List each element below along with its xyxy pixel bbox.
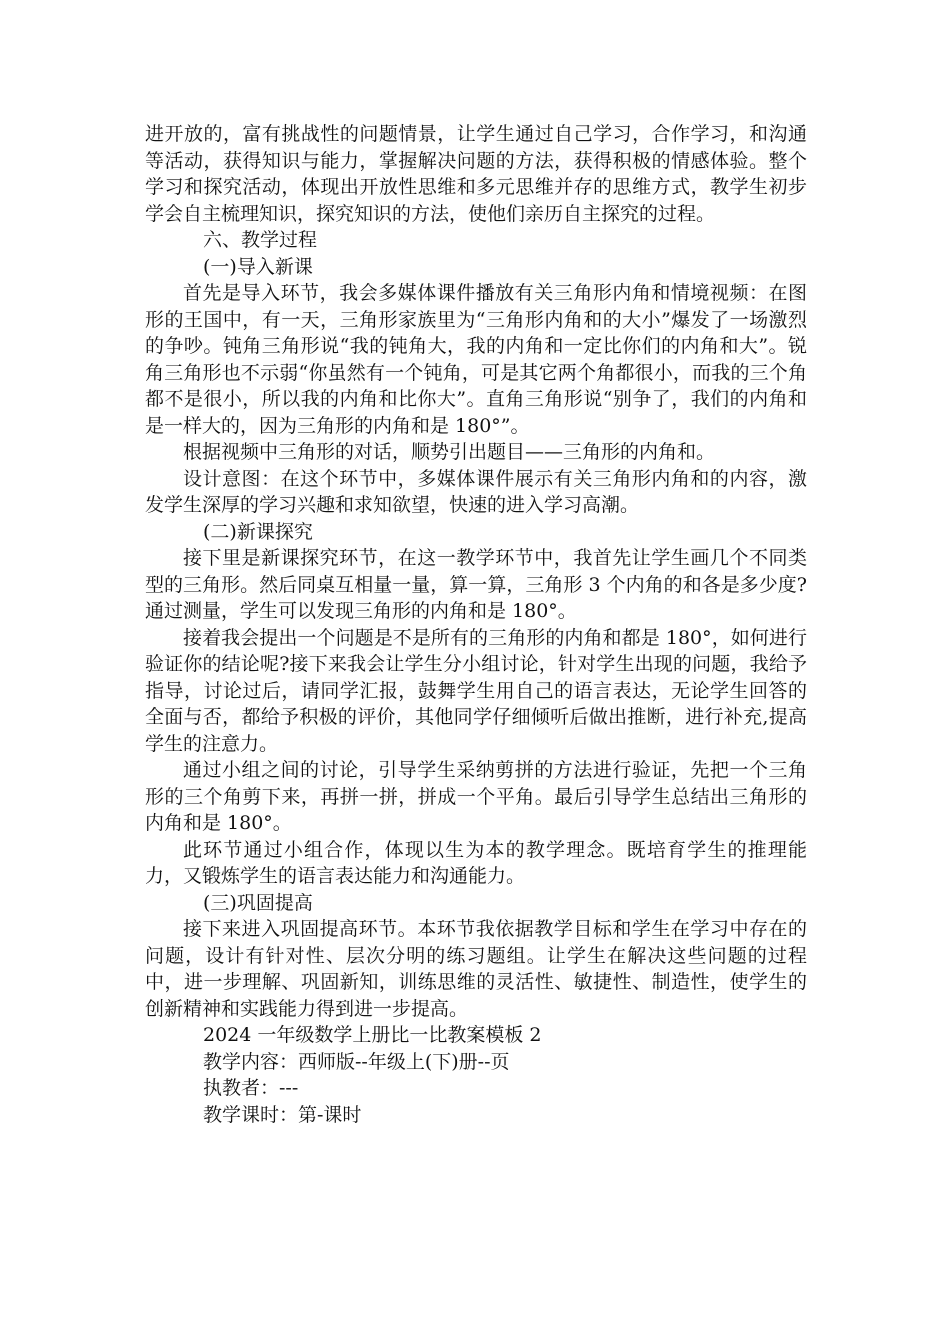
section-heading-teaching-process: 六、教学过程: [203, 229, 318, 251]
paragraph-exploration: 接下里是新课探究环节，在这一教学环节中，我首先让学生画几个不同类型的三角形。然后同桌互相量一量，算一算，三角形 3 个内角的和各是多少度?通过测量，学生可以发现三角形的内角和是 180°。: [145, 547, 807, 622]
lesson-hours-line: 教学课时：第-课时: [203, 1103, 362, 1126]
paragraph-design-intent: 设计意图：在这个环节中，多媒体课件展示有关三角形内角和的内容，激发学生深厚的学习兴趣和求知欲望，快速的进入学习高潮。: [145, 467, 807, 516]
teaching-content-line: 教学内容：西师版--年级上(下)册--页: [203, 1050, 510, 1073]
subheading-introduction: (一)导入新课: [203, 255, 313, 278]
paragraph-consolidation: 接下来进入巩固提高环节。本环节我依据教学目标和学生在学习中存在的问题，设计有针对性、层次分明的练习题组。让学生在解决这些问题的过程中，进一步理解、巩固新知，训练思维的灵活性、敏捷性、制造性，使学生的创新精神和实践能力得到进一步提高。: [145, 918, 807, 1020]
subheading-consolidation: (三)巩固提高: [203, 891, 313, 914]
document-title-2: 2024 一年级数学上册比一比教案模板 2: [203, 1024, 542, 1046]
document-page: [145, 121, 807, 1128]
paragraph-verification: 接着我会提出一个问题是不是所有的三角形的内角和都是 180°，如何进行验证你的结论呢?接下来我会让学生分小组讨论，针对学生出现的问题，我给予指导，讨论过后，请同学汇报，鼓舞学生用自己的语言表达，无论学生回答的全面与否，都给予积极的评价，其他同学仔细倾听后做出推断，进行补充,提高学生的注意力。: [145, 626, 807, 755]
paragraph-introduction: 首先是导入环节，我会多媒体课件播放有关三角形内角和情境视频：在图形的王国中，有一天，三角形家族里为“三角形内角和的大小”爆发了一场激烈的争吵。钝角三角形说“我的钝角大，我的内角和一定比你们的内角和大”。锐角三角形也不示弱“你虽然有一个钝角，可是其它两个角都很小，而我的三个角都不是很小，所以我的内角和比你大”。直角三角形说“别争了，我们的内角和是一样大的，因为三角形的内角和是 180°”。: [145, 282, 807, 437]
teacher-line: 执教者：---: [203, 1077, 299, 1099]
paragraph-group-discussion: 通过小组之间的讨论，引导学生采纳剪拼的方法进行验证，先把一个三角形的三个角剪下来，再拼一拼，拼成一个平角。最后引导学生总结出三角形的内角和是 180°。: [145, 759, 807, 834]
paragraph-topic-lead-in: 根据视频中三角形的对话，顺势引出题目——三角形的内角和。: [183, 441, 716, 463]
paragraph-intro-continuation: 进开放的，富有挑战性的问题情景，让学生通过自己学习，合作学习，和沟通等活动，获得知识与能力，掌握解决问题的方法，获得积极的情感体验。整个学习和探究活动，体现出开放性思维和多元思维并存的思维方式，教学生初步学会自主梳理知识，探究知识的方法，使他们亲历自主探究的过程。: [145, 123, 807, 225]
subheading-exploration: (二)新课探究: [203, 520, 313, 543]
paragraph-group-cooperation: 此环节通过小组合作，体现以生为本的教学理念。既培育学生的推理能力，又锻炼学生的语言表达能力和沟通能力。: [145, 838, 807, 887]
